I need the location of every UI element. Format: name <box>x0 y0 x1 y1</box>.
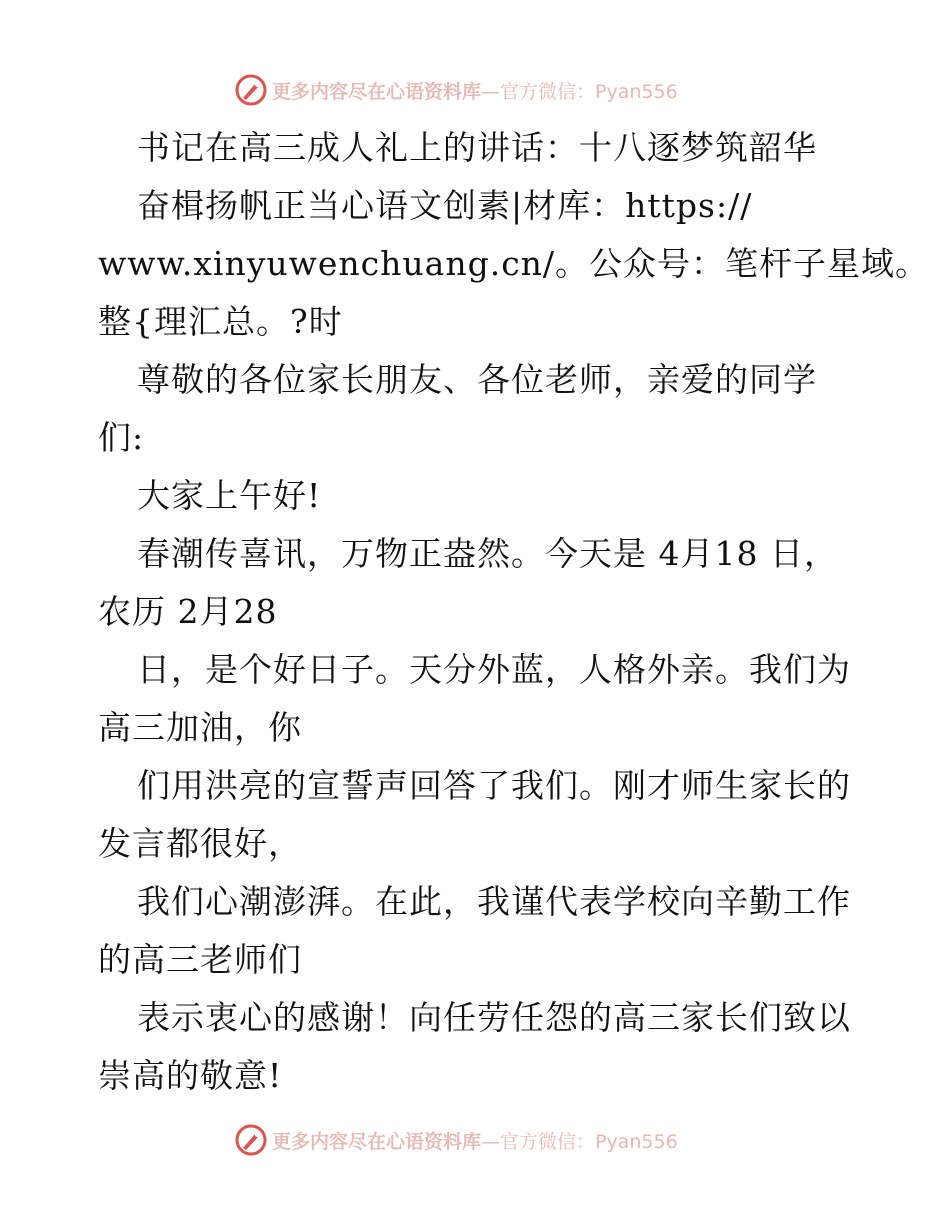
paragraph-line: 日，是个好日子。天分外蓝，人格外亲。我们为 <box>137 650 851 689</box>
text-line: 整{理汇总。?时 <box>98 302 343 341</box>
banner-contact: —官方微信：Pyan556 <box>481 1130 678 1153</box>
paragraph-line: 我们心潮澎湃。在此，我谨代表学校向辛勤工作 <box>137 882 851 921</box>
salutation-line: 尊敬的各位家长朋友、各位老师，亲爱的同学 <box>137 360 817 399</box>
banner-text: 更多内容尽在心语资料库 <box>272 1130 482 1153</box>
greeting-line: 大家上午好! <box>137 476 322 515</box>
paragraph-line: 表示衷心的感谢！向任劳任怨的高三家长们致以 <box>137 998 851 1037</box>
paragraph-line: 的高三老师们 <box>98 940 302 979</box>
paragraph-line: 们用洪亮的宣誓声回答了我们。刚才师生家长的 <box>137 766 851 805</box>
pen-logo-icon <box>234 73 268 107</box>
url-line: www.xinyuwenchuang.cn/。公众号：笔杆子星域。 <box>98 244 930 283</box>
pen-logo-icon <box>234 1123 268 1157</box>
paragraph-line: 春潮传喜讯，万物正盎然。今天是 4月18 日， <box>137 534 838 573</box>
paragraph-line: 崇高的敬意! <box>98 1056 283 1095</box>
banner-contact: —官方微信：Pyan556 <box>481 80 678 103</box>
banner-text: 更多内容尽在心语资料库 <box>272 80 482 103</box>
footer-banner <box>234 1122 754 1158</box>
title-line-2: 奋楫扬帆正当心语文创素|材库：https:// <box>137 186 753 225</box>
paragraph-line: 高三加油，你 <box>98 708 302 747</box>
salutation-line-cont: 们: <box>98 418 145 457</box>
title-line-1: 书记在高三成人礼上的讲话：十八逐梦筑韶华 <box>137 128 817 167</box>
header-banner <box>234 72 754 108</box>
paragraph-line: 发言都很好， <box>98 824 302 863</box>
paragraph-line: 农历 2月28 <box>98 592 278 631</box>
